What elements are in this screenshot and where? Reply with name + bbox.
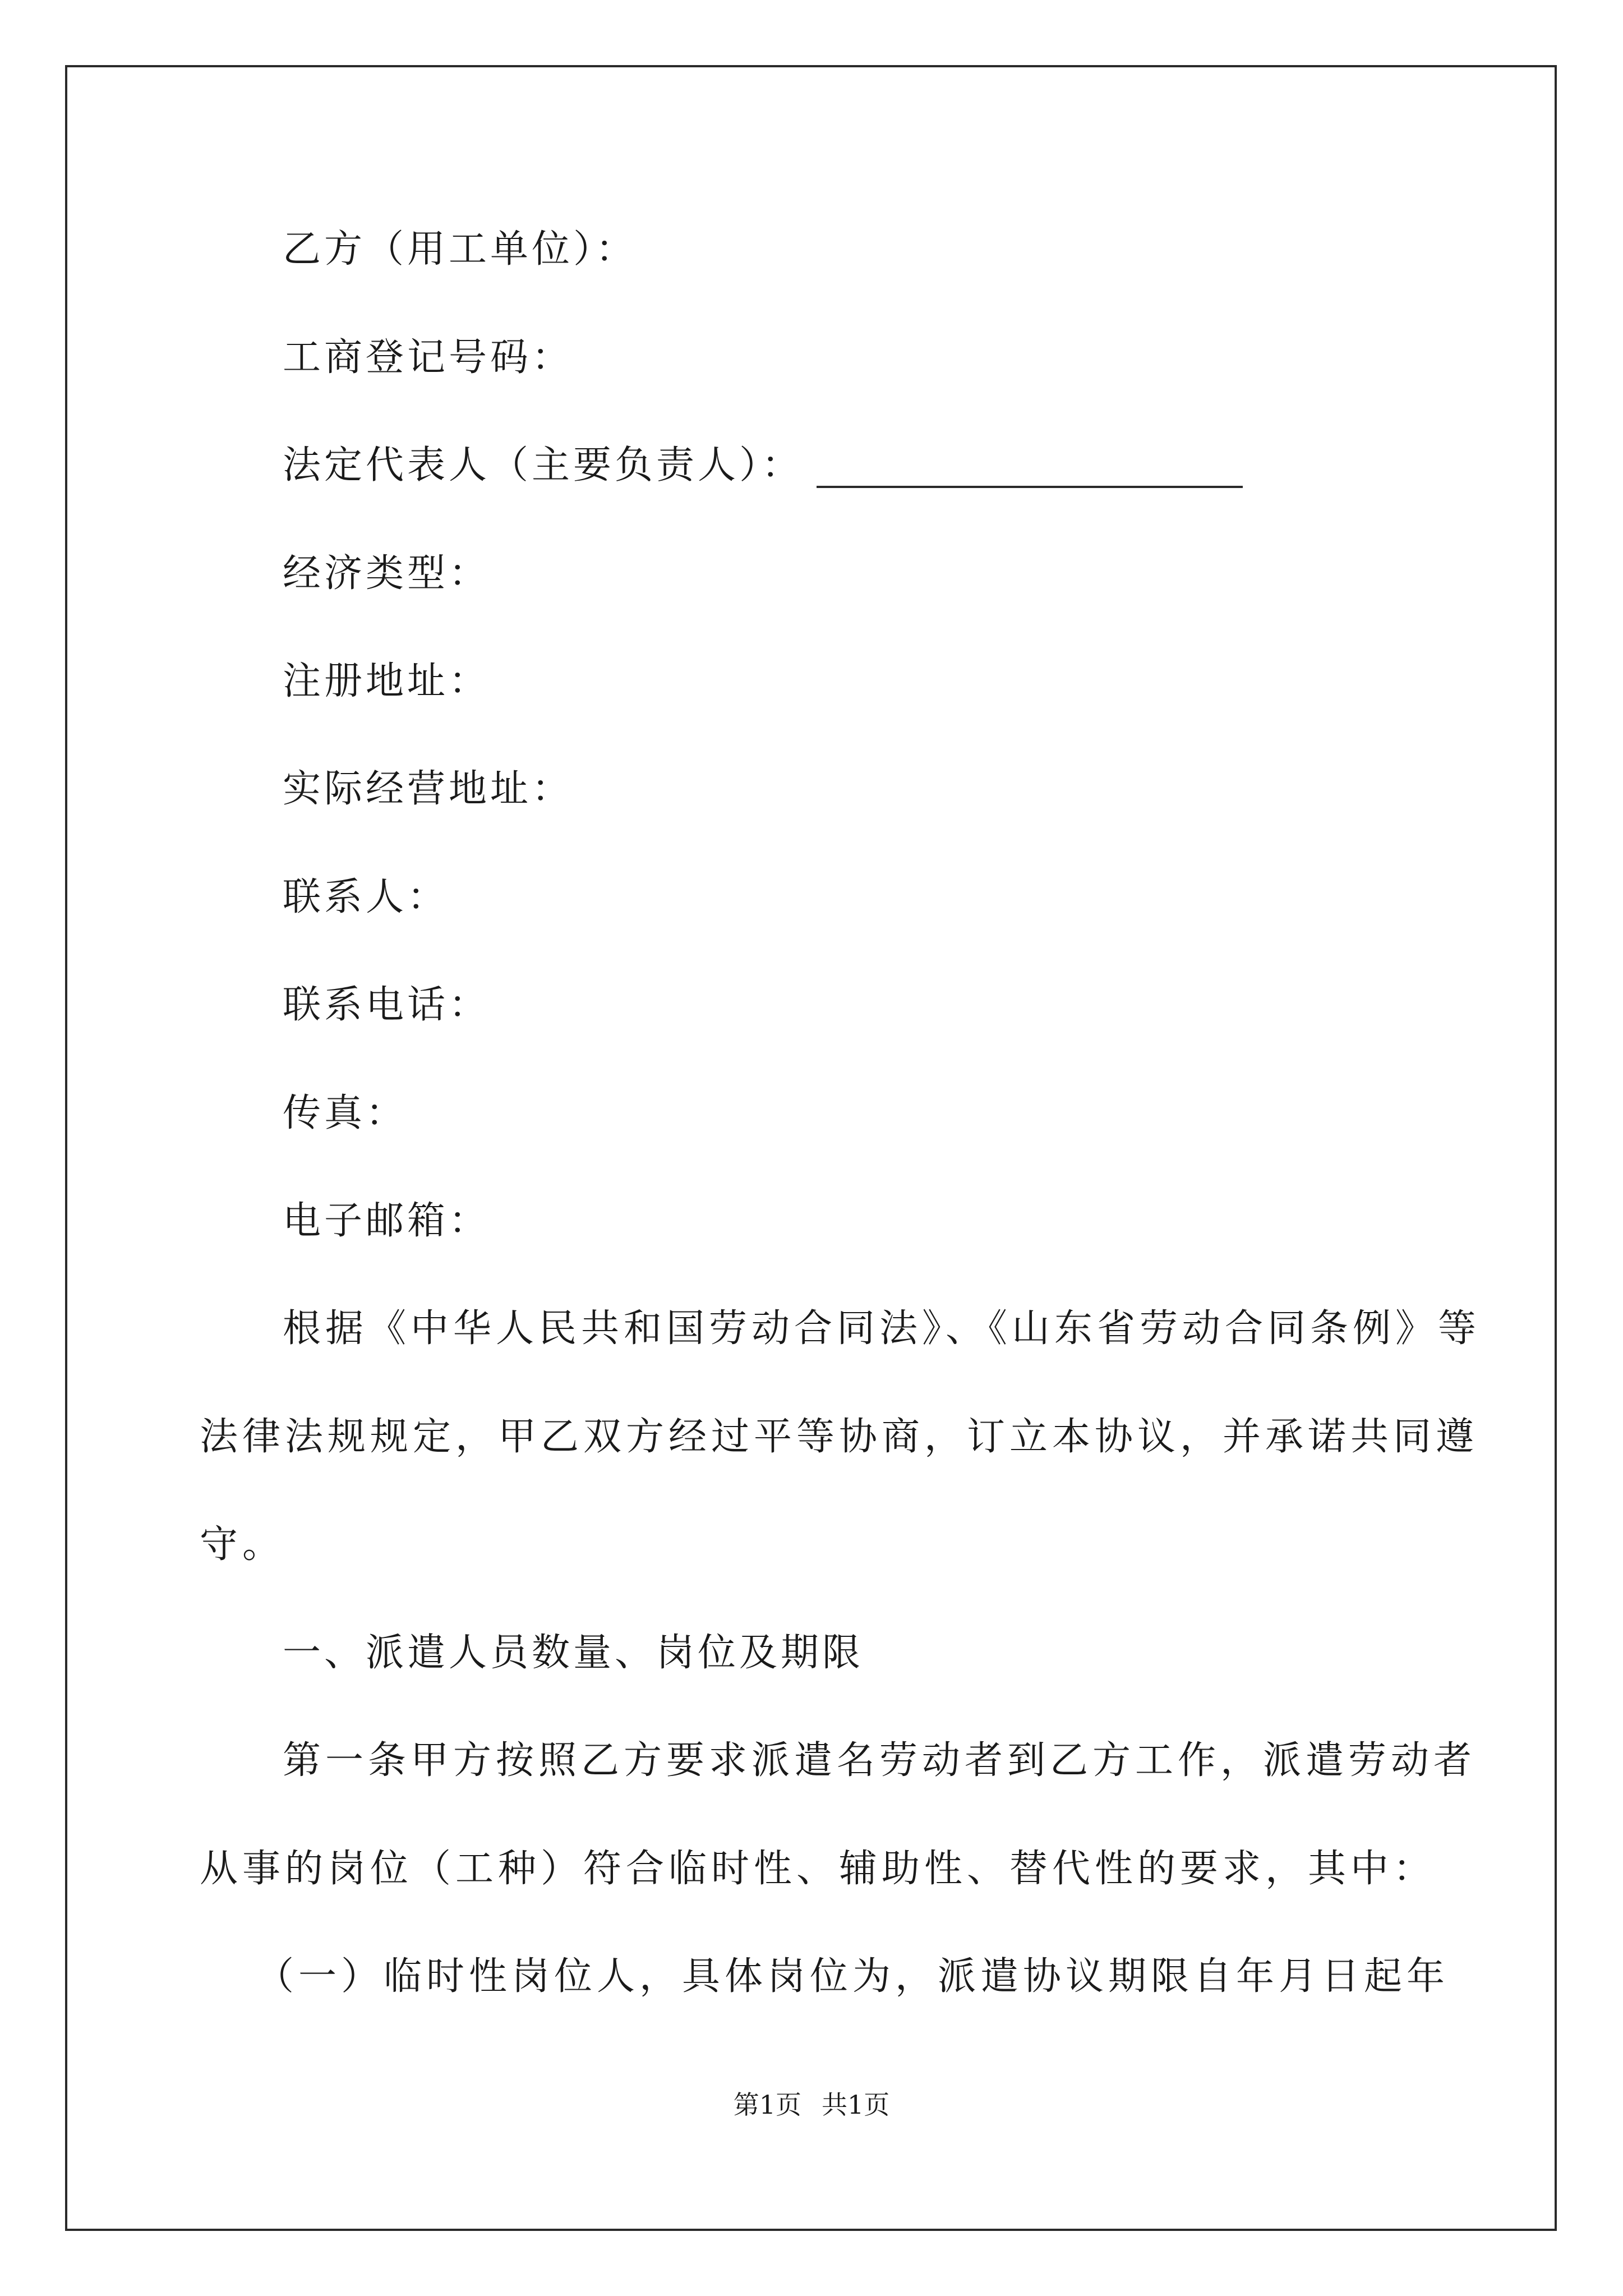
field-contact-phone: 联系电话：	[283, 983, 491, 1027]
field-registered-address: 注册地址：	[283, 659, 491, 703]
page-number-current: 第1页	[733, 2090, 801, 2120]
field-legal-rep	[283, 443, 1243, 488]
intro-paragraph-line-3: 守。	[200, 1522, 285, 1567]
section-heading: 一、派遣人员数量、岗位及期限	[283, 1631, 864, 1675]
page-border	[65, 65, 1557, 2231]
page-number-total: 共1页	[822, 2090, 890, 2120]
field-business-reg-no: 工商登记号码：	[283, 335, 574, 380]
article1-line-1: 第一条甲方按照乙方要求派遣名劳动者到乙方工作，派遣劳动者	[283, 1738, 1477, 1783]
intro-paragraph-line-1: 根据《中华人民共和国劳动合同法》、《山东省劳动合同条例》等	[283, 1306, 1481, 1351]
field-fax: 传真：	[283, 1091, 408, 1135]
item1-line-1: （一）临时性岗位人，具体岗位为，派遣协议期限自年月日起年	[256, 1954, 1450, 1999]
field-legal-rep-label: 法定代表人（主要负责人）：	[283, 443, 804, 487]
field-contact-person: 联系人：	[283, 875, 449, 919]
field-party-b: 乙方（用工单位）：	[283, 227, 638, 272]
page-footer	[0, 2089, 1623, 2120]
legal-rep-blank-line	[817, 452, 1243, 488]
field-email: 电子邮箱：	[283, 1199, 491, 1243]
field-economic-type: 经济类型：	[283, 551, 491, 596]
field-actual-address: 实际经营地址：	[283, 767, 574, 811]
article1-line-2: 从事的岗位（工种）符合临时性、辅助性、替代性的要求，其中：	[200, 1847, 1436, 1891]
intro-paragraph-line-2: 法律法规规定，甲乙双方经过平等协商，订立本协议，并承诺共同遵	[200, 1415, 1479, 1459]
